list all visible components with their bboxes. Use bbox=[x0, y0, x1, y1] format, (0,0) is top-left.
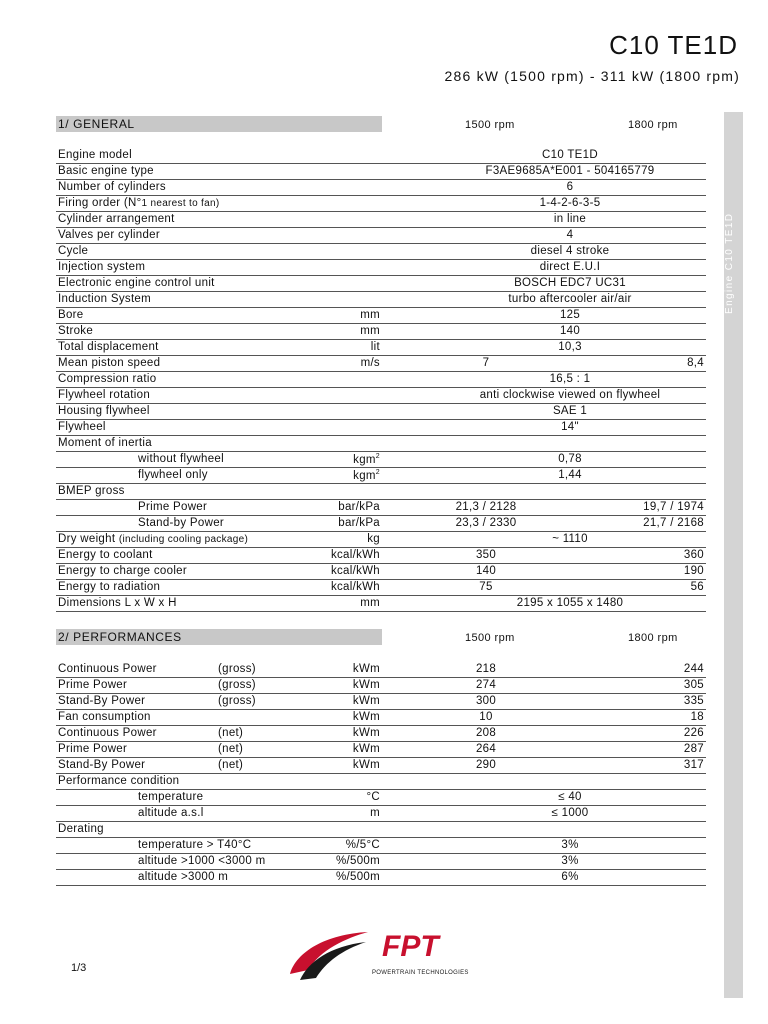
table-row bbox=[56, 308, 706, 324]
general-col-1800: 1800 rpm bbox=[628, 119, 678, 131]
row-label-text: Firing order (N° bbox=[58, 197, 142, 209]
row-label bbox=[58, 229, 160, 241]
row-unit bbox=[353, 453, 380, 466]
section-performances-heading: 2/ PERFORMANCES bbox=[56, 629, 382, 645]
row-unit bbox=[360, 309, 380, 321]
row-label bbox=[58, 149, 132, 161]
row-unit-text: mm bbox=[360, 597, 380, 609]
row-label-text: Total displacement bbox=[58, 341, 159, 353]
row-qualifier: (gross) bbox=[218, 663, 256, 675]
row-label-text: Flywheel rotation bbox=[58, 389, 151, 401]
perf-col-1500: 1500 rpm bbox=[465, 632, 515, 644]
row-label bbox=[58, 165, 154, 177]
row-unit bbox=[367, 533, 380, 545]
row-value-1800: 190 bbox=[683, 565, 704, 577]
row-value-1800: 21,7 / 2168 bbox=[643, 517, 704, 529]
row-value-1500: 290 bbox=[475, 759, 497, 771]
row-unit bbox=[353, 743, 380, 755]
table-row bbox=[56, 404, 706, 420]
table-row bbox=[56, 292, 706, 308]
row-value: 125 bbox=[559, 309, 581, 321]
row-unit-text: kcal/kWh bbox=[330, 549, 380, 561]
row-label bbox=[58, 421, 106, 433]
table-row bbox=[56, 678, 706, 694]
table-row bbox=[56, 324, 706, 340]
table-row bbox=[56, 758, 706, 774]
table-row bbox=[56, 388, 706, 404]
row-unit bbox=[338, 501, 380, 513]
row-value: direct E.U.I bbox=[539, 261, 601, 273]
row-value: 3% bbox=[561, 839, 579, 851]
row-label-text: Compression ratio bbox=[58, 373, 157, 385]
row-unit-text: kWm bbox=[352, 743, 380, 755]
row-label bbox=[58, 695, 145, 707]
row-value: 140 bbox=[559, 325, 581, 337]
row-label-text: Prime Power bbox=[58, 743, 128, 755]
table-row bbox=[56, 790, 706, 806]
row-unit bbox=[370, 807, 380, 819]
table-row bbox=[56, 580, 706, 596]
table-row bbox=[56, 596, 706, 612]
row-label bbox=[58, 213, 175, 225]
row-label-text: Number of cylinders bbox=[58, 181, 166, 193]
table-row bbox=[56, 838, 706, 854]
row-unit bbox=[360, 325, 380, 337]
row-value-1500: 140 bbox=[475, 565, 497, 577]
row-label-text: Dry weight bbox=[58, 533, 116, 545]
row-qualifier: (gross) bbox=[218, 679, 256, 691]
row-value: 0,78 bbox=[558, 453, 582, 465]
row-value: diesel 4 stroke bbox=[530, 245, 610, 257]
row-label-text: Basic engine type bbox=[58, 165, 154, 177]
table-row bbox=[56, 260, 706, 276]
row-label bbox=[138, 517, 224, 529]
table-row bbox=[56, 228, 706, 244]
row-value-1500: 10 bbox=[479, 711, 493, 723]
row-value: F3AE9685A*E001 - 504165779 bbox=[485, 165, 655, 177]
logo-wordmark: FPT bbox=[382, 930, 439, 963]
row-value-1500: 21,3 / 2128 bbox=[455, 501, 517, 513]
row-label bbox=[58, 727, 157, 739]
row-label-text: Stroke bbox=[58, 325, 94, 337]
row-unit bbox=[336, 855, 380, 867]
row-label bbox=[58, 389, 150, 401]
row-unit bbox=[353, 727, 380, 739]
table-row bbox=[56, 148, 706, 164]
row-unit-superscript: 2 bbox=[375, 469, 380, 476]
row-label bbox=[58, 325, 93, 337]
table-row bbox=[56, 180, 706, 196]
table-row bbox=[56, 806, 706, 822]
row-value-1800: 335 bbox=[683, 695, 704, 707]
row-label-text: Bore bbox=[58, 309, 84, 321]
row-value: 3% bbox=[561, 855, 579, 867]
table-row bbox=[56, 468, 706, 484]
row-label-text: Stand-by Power bbox=[138, 517, 225, 529]
row-label bbox=[58, 293, 151, 305]
row-unit-text: kcal/kWh bbox=[330, 581, 380, 593]
row-value-1500: 350 bbox=[475, 549, 497, 561]
row-unit bbox=[331, 565, 380, 577]
row-label-text: altitude >1000 <3000 m bbox=[138, 855, 266, 867]
row-unit bbox=[366, 791, 380, 803]
row-value: 1-4-2-6-3-5 bbox=[539, 197, 601, 209]
row-label-text: Housing flywheel bbox=[58, 405, 150, 417]
row-label-text: flywheel only bbox=[138, 469, 208, 481]
row-label-text: Stand-By Power bbox=[58, 695, 146, 707]
row-unit bbox=[353, 711, 380, 723]
row-value-1800: 226 bbox=[683, 727, 704, 739]
row-unit-text: m/s bbox=[360, 357, 380, 369]
side-tab-label: Engine C10 TE1D bbox=[724, 212, 735, 314]
row-label-text: without flywheel bbox=[138, 453, 224, 465]
section-general-heading: 1/ GENERAL bbox=[56, 116, 382, 132]
row-label-text: Stand-By Power bbox=[58, 759, 146, 771]
row-label bbox=[58, 437, 152, 449]
row-value-1500: 75 bbox=[479, 581, 493, 593]
page-number: 1/3 bbox=[71, 962, 87, 974]
table-row bbox=[56, 340, 706, 356]
row-label bbox=[58, 759, 145, 771]
row-value-1800: 305 bbox=[683, 679, 704, 691]
row-value-1800: 18 bbox=[690, 711, 704, 723]
table-row bbox=[56, 694, 706, 710]
row-label bbox=[138, 839, 251, 851]
row-label bbox=[58, 373, 156, 385]
row-label bbox=[58, 549, 153, 561]
row-label-text: Continuous Power bbox=[58, 727, 157, 739]
row-unit-text: %/500m bbox=[336, 871, 380, 883]
row-value: 1,44 bbox=[558, 469, 582, 481]
row-unit bbox=[360, 597, 380, 609]
perf-col-1800: 1800 rpm bbox=[628, 632, 678, 644]
row-value-1800: 287 bbox=[683, 743, 704, 755]
fpt-logo bbox=[286, 924, 486, 984]
row-value: 4 bbox=[566, 229, 574, 241]
row-label-text: Flywheel bbox=[58, 421, 106, 433]
row-label bbox=[58, 663, 157, 675]
row-label-text: Energy to charge cooler bbox=[58, 565, 187, 577]
row-label bbox=[138, 791, 203, 803]
row-label bbox=[138, 469, 208, 481]
row-label-text: Induction System bbox=[58, 293, 152, 305]
row-label bbox=[58, 775, 179, 787]
row-value: ~ 1110 bbox=[552, 533, 588, 545]
row-label-text: Moment of inertia bbox=[58, 437, 152, 449]
row-label bbox=[58, 309, 84, 321]
row-label-text: Cylinder arrangement bbox=[58, 213, 175, 225]
row-label bbox=[58, 341, 159, 353]
row-label-text: Prime Power bbox=[58, 679, 128, 691]
row-label bbox=[138, 501, 207, 513]
row-label bbox=[58, 679, 127, 691]
row-label-text: Engine model bbox=[58, 149, 132, 161]
row-unit-text: bar/kPa bbox=[338, 517, 380, 529]
row-value-1800: 8,4 bbox=[687, 357, 704, 369]
row-qualifier: (net) bbox=[218, 743, 244, 755]
row-unit-text: kWm bbox=[352, 695, 380, 707]
row-label bbox=[138, 871, 228, 883]
row-unit bbox=[336, 871, 380, 883]
table-row bbox=[56, 500, 706, 516]
row-unit-text: m bbox=[370, 807, 380, 819]
side-tab bbox=[724, 112, 743, 998]
row-value: ≤ 40 bbox=[558, 791, 582, 803]
row-unit-text: %/500m bbox=[336, 855, 380, 867]
table-row bbox=[56, 356, 706, 372]
row-qualifier: (gross) bbox=[218, 695, 256, 707]
row-value-1800: 56 bbox=[690, 581, 704, 593]
table-row bbox=[56, 854, 706, 870]
row-label bbox=[58, 485, 125, 497]
table-row bbox=[56, 564, 706, 580]
row-value: 16,5 : 1 bbox=[549, 373, 591, 385]
row-label bbox=[58, 277, 215, 289]
table-row bbox=[56, 662, 706, 678]
row-label-text: Mean piston speed bbox=[58, 357, 161, 369]
row-value: BOSCH EDC7 UC31 bbox=[514, 277, 626, 289]
table-row bbox=[56, 742, 706, 758]
general-col-1500: 1500 rpm bbox=[465, 119, 515, 131]
row-value-1500: 23,3 / 2330 bbox=[455, 517, 517, 529]
row-label bbox=[58, 743, 127, 755]
table-row bbox=[56, 484, 706, 500]
row-unit bbox=[353, 679, 380, 691]
table-row bbox=[56, 436, 706, 452]
table-row bbox=[56, 710, 706, 726]
row-unit-text: °C bbox=[366, 791, 380, 803]
row-value-1500: 218 bbox=[475, 663, 497, 675]
row-label-note: (including cooling package) bbox=[118, 534, 249, 545]
row-label-text: Continuous Power bbox=[58, 663, 157, 675]
row-value: in line bbox=[553, 213, 587, 225]
row-value-1800: 360 bbox=[683, 549, 704, 561]
table-row bbox=[56, 452, 706, 468]
page-title: C10 TE1D bbox=[609, 30, 738, 60]
row-label-text: altitude a.s.l bbox=[138, 807, 204, 819]
row-label bbox=[58, 245, 88, 257]
table-row bbox=[56, 726, 706, 742]
row-unit bbox=[353, 469, 380, 482]
row-unit-text: kWm bbox=[352, 727, 380, 739]
row-value-1500: 300 bbox=[475, 695, 497, 707]
row-unit bbox=[371, 341, 380, 353]
row-label-text: Dimensions L x W x H bbox=[58, 597, 177, 609]
table-row bbox=[56, 822, 706, 838]
row-label-text: temperature bbox=[138, 791, 204, 803]
row-unit bbox=[353, 663, 380, 675]
row-value: turbo aftercooler air/air bbox=[508, 293, 632, 305]
row-unit-text: kcal/kWh bbox=[330, 565, 380, 577]
row-unit-text: mm bbox=[360, 309, 380, 321]
row-unit-text: lit bbox=[370, 341, 380, 353]
row-value-1800: 19,7 / 1974 bbox=[643, 501, 704, 513]
row-qualifier: (net) bbox=[218, 759, 244, 771]
page-subtitle: 286 kW (1500 rpm) - 311 kW (1800 rpm) bbox=[444, 68, 740, 84]
row-label-text: Energy to radiation bbox=[58, 581, 161, 593]
row-unit bbox=[331, 581, 380, 593]
row-label bbox=[58, 181, 166, 193]
row-label bbox=[58, 823, 104, 835]
table-row bbox=[56, 196, 706, 212]
row-unit bbox=[331, 549, 380, 561]
row-label bbox=[138, 807, 204, 819]
row-value-1800: 244 bbox=[683, 663, 704, 675]
row-label-text: Cycle bbox=[58, 245, 89, 257]
row-value: 6% bbox=[561, 871, 579, 883]
row-value: SAE 1 bbox=[552, 405, 588, 417]
row-value-1500: 264 bbox=[475, 743, 497, 755]
table-row bbox=[56, 516, 706, 532]
row-label-note: 1 nearest to fan) bbox=[141, 198, 220, 209]
general-table bbox=[56, 148, 706, 612]
row-label-text: Injection system bbox=[58, 261, 146, 273]
row-label bbox=[58, 711, 151, 723]
row-label-text: Derating bbox=[58, 823, 104, 835]
row-label bbox=[58, 565, 187, 577]
logo-tagline: POWERTRAIN TECHNOLOGIES bbox=[372, 970, 469, 976]
row-qualifier: (net) bbox=[218, 727, 244, 739]
table-row bbox=[56, 532, 706, 548]
row-label-text: BMEP gross bbox=[58, 485, 125, 497]
row-value: C10 TE1D bbox=[542, 149, 598, 161]
row-label-text: Prime Power bbox=[138, 501, 208, 513]
row-unit bbox=[361, 357, 380, 369]
row-label bbox=[58, 357, 160, 369]
row-value-1500: 7 bbox=[482, 357, 490, 369]
row-label bbox=[58, 197, 219, 209]
table-row bbox=[56, 244, 706, 260]
row-label bbox=[138, 855, 265, 867]
row-label bbox=[58, 405, 150, 417]
performances-table bbox=[56, 662, 706, 886]
row-unit-text: bar/kPa bbox=[338, 501, 380, 513]
row-value: 2195 x 1055 x 1480 bbox=[516, 597, 624, 609]
row-value-1500: 208 bbox=[475, 727, 497, 739]
row-unit bbox=[353, 759, 380, 771]
row-label-text: Valves per cylinder bbox=[58, 229, 161, 241]
row-label bbox=[58, 581, 160, 593]
table-row bbox=[56, 548, 706, 564]
row-label-text: Performance condition bbox=[58, 775, 180, 787]
row-label-text: Fan consumption bbox=[58, 711, 151, 723]
table-row bbox=[56, 276, 706, 292]
row-value: 6 bbox=[566, 181, 574, 193]
row-value-1500: 274 bbox=[475, 679, 497, 691]
row-value-1800: 317 bbox=[683, 759, 704, 771]
row-unit-text: kWm bbox=[352, 679, 380, 691]
row-label-text: temperature > T40°C bbox=[138, 839, 252, 851]
row-unit bbox=[338, 517, 380, 529]
row-unit-text: mm bbox=[360, 325, 380, 337]
row-unit-text: kWm bbox=[352, 759, 380, 771]
row-unit-text: kWm bbox=[352, 711, 380, 723]
row-label bbox=[58, 261, 145, 273]
table-row bbox=[56, 420, 706, 436]
table-row bbox=[56, 774, 706, 790]
row-label-text: Energy to coolant bbox=[58, 549, 153, 561]
table-row bbox=[56, 372, 706, 388]
row-unit bbox=[353, 695, 380, 707]
row-label-text: Electronic engine control unit bbox=[58, 277, 215, 289]
table-row bbox=[56, 164, 706, 180]
row-unit-text: kg bbox=[367, 533, 380, 545]
table-row bbox=[56, 212, 706, 228]
row-label bbox=[58, 597, 177, 609]
row-unit-text: kgm bbox=[353, 453, 376, 466]
row-unit-text: kgm bbox=[353, 469, 376, 482]
row-unit-superscript: 2 bbox=[375, 453, 380, 460]
row-label bbox=[58, 533, 248, 545]
row-value: ≤ 1000 bbox=[551, 807, 589, 819]
row-unit-text: kWm bbox=[352, 663, 380, 675]
row-value: 10,3 bbox=[558, 341, 582, 353]
table-row bbox=[56, 870, 706, 886]
row-value: 14" bbox=[561, 421, 579, 433]
row-unit bbox=[346, 839, 380, 851]
row-unit-text: %/5°C bbox=[345, 839, 380, 851]
row-value: anti clockwise viewed on flywheel bbox=[479, 389, 661, 401]
row-label bbox=[138, 453, 224, 465]
row-label-text: altitude >3000 m bbox=[138, 871, 229, 883]
